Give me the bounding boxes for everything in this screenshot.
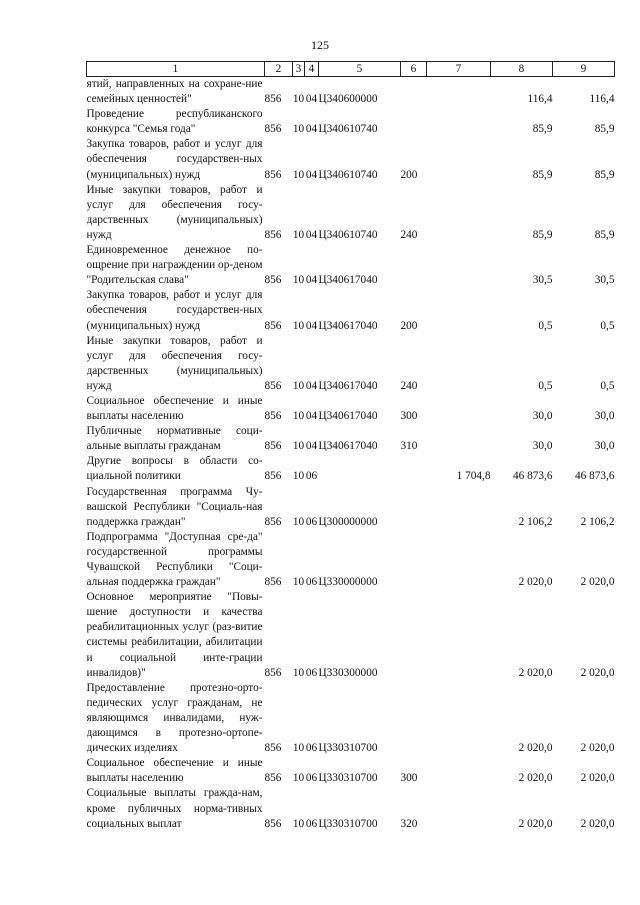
amount-col-8: 2 020,0 bbox=[518, 576, 553, 589]
amount-col-8: 46 873,6 bbox=[512, 470, 553, 483]
grbs-code: 856 bbox=[264, 93, 282, 106]
amount-col-9: 30,0 bbox=[594, 410, 615, 423]
amount-col-7 bbox=[427, 786, 491, 831]
grbs-code: 856 bbox=[264, 379, 282, 392]
row-description: Государственная программа Чу-вашской Республики "Социаль-ная поддержка граждан" bbox=[86, 485, 263, 528]
expense-type-code bbox=[401, 107, 427, 137]
row-description: Социальное обеспечение и иные выплаты населению bbox=[86, 394, 263, 423]
target-article-code: Ц340600000 bbox=[318, 93, 378, 106]
amount-col-8: 30,0 bbox=[532, 410, 553, 423]
row-description: Публичные нормативные соци-альные выплаты гражданам bbox=[86, 425, 263, 453]
column-header: 1 bbox=[87, 62, 265, 77]
column-header: 4 bbox=[305, 62, 319, 77]
subsection-code: 04 bbox=[305, 410, 318, 423]
row-description: Социальное обеспечение и иные выплаты населению bbox=[86, 757, 263, 785]
subsection-code: 06 bbox=[305, 515, 318, 528]
amount-col-7 bbox=[427, 288, 491, 333]
column-header: 7 bbox=[427, 62, 491, 77]
grbs-code: 856 bbox=[264, 772, 282, 785]
grbs-code: 856 bbox=[264, 274, 282, 287]
subsection-code: 04 bbox=[305, 274, 318, 287]
target-article-code bbox=[319, 454, 401, 484]
row-description: Предоставление протезно-орто-педических услуг гражданам, не являющимся инвалидами, нуж-дающимся в протезно-ортопе-дических изделиях bbox=[86, 681, 263, 755]
expense-type-code bbox=[401, 530, 427, 590]
expense-type-code: 300 bbox=[400, 772, 418, 785]
table-row bbox=[87, 590, 615, 681]
amount-col-7: 1 704,8 bbox=[456, 470, 491, 483]
row-description: Проведение республиканского конкурса "Семья года" bbox=[86, 108, 263, 136]
column-header: 8 bbox=[491, 62, 553, 77]
section-code: 10 bbox=[292, 576, 305, 589]
amount-col-7 bbox=[427, 485, 491, 530]
expense-type-code bbox=[401, 77, 427, 108]
target-article-code: Ц330310700 bbox=[318, 817, 378, 830]
target-article-code: Ц340617040 bbox=[318, 379, 378, 392]
target-article-code: Ц330000000 bbox=[318, 576, 378, 589]
expense-type-code bbox=[401, 485, 427, 530]
section-code: 10 bbox=[292, 123, 305, 136]
amount-col-8: 0,5 bbox=[538, 379, 553, 392]
amount-col-7 bbox=[427, 530, 491, 590]
grbs-code: 856 bbox=[264, 666, 282, 679]
section-code: 10 bbox=[292, 228, 305, 241]
grbs-code: 856 bbox=[264, 440, 282, 453]
amount-col-8: 0,5 bbox=[538, 319, 553, 332]
column-header: 2 bbox=[265, 62, 293, 77]
target-article-code: Ц340610740 bbox=[318, 123, 378, 136]
target-article-code: Ц340617040 bbox=[318, 440, 378, 453]
column-header: 9 bbox=[553, 62, 615, 77]
table-row bbox=[87, 183, 615, 243]
expense-type-code bbox=[401, 454, 427, 484]
expense-type-code: 240 bbox=[400, 379, 418, 392]
column-header: 6 bbox=[401, 62, 427, 77]
row-description: Социальные выплаты гражда-нам, кроме публичных норма-тивных социальных выплат bbox=[86, 787, 263, 830]
amount-col-9: 2 020,0 bbox=[580, 576, 615, 589]
section-code: 10 bbox=[292, 93, 305, 106]
table-row bbox=[87, 424, 615, 454]
amount-col-9: 2 020,0 bbox=[580, 666, 615, 679]
amount-col-8: 2 020,0 bbox=[518, 817, 553, 830]
section-code: 10 bbox=[292, 440, 305, 453]
amount-col-9: 85,9 bbox=[594, 123, 615, 136]
grbs-code: 856 bbox=[264, 168, 282, 181]
amount-col-9: 0,5 bbox=[600, 319, 615, 332]
table-row bbox=[87, 454, 615, 484]
target-article-code: Ц340610740 bbox=[318, 228, 378, 241]
subsection-code: 04 bbox=[305, 123, 318, 136]
table-row bbox=[87, 288, 615, 333]
amount-col-7 bbox=[427, 137, 491, 182]
table-row bbox=[87, 485, 615, 530]
target-article-code: Ц330310700 bbox=[318, 742, 378, 755]
expense-type-code: 200 bbox=[400, 319, 418, 332]
row-description: ятий, направленных на сохране-ние семейных ценностей" bbox=[86, 78, 263, 106]
amount-col-7 bbox=[427, 756, 491, 786]
column-header: 5 bbox=[319, 62, 401, 77]
subsection-code: 04 bbox=[305, 228, 318, 241]
grbs-code: 856 bbox=[264, 576, 282, 589]
amount-col-7 bbox=[427, 681, 491, 756]
table-row bbox=[87, 756, 615, 786]
grbs-code: 856 bbox=[264, 817, 282, 830]
row-description: Подпрограмма "Доступная сре-да" государственной программы Чувашской Республики "Соци-альная поддержка граждан" bbox=[86, 530, 263, 589]
table-row bbox=[87, 77, 615, 108]
target-article-code: Ц300000000 bbox=[318, 515, 378, 528]
table-row bbox=[87, 394, 615, 424]
target-article-code: Ц340617040 bbox=[318, 274, 378, 287]
expense-type-code: 240 bbox=[400, 228, 418, 241]
grbs-code: 856 bbox=[264, 742, 282, 755]
section-code: 10 bbox=[292, 772, 305, 785]
table-row bbox=[87, 334, 615, 394]
subsection-code: 06 bbox=[305, 666, 318, 679]
table-row bbox=[87, 137, 615, 182]
amount-col-7 bbox=[427, 590, 491, 681]
target-article-code: Ц330300000 bbox=[318, 666, 378, 679]
grbs-code: 856 bbox=[264, 410, 282, 423]
table-row bbox=[87, 786, 615, 831]
amount-col-9: 116,4 bbox=[589, 93, 615, 106]
target-article-code: Ц340610740 bbox=[318, 168, 378, 181]
grbs-code: 856 bbox=[264, 470, 282, 483]
subsection-code: 06 bbox=[305, 817, 318, 830]
subsection-code: 06 bbox=[305, 470, 318, 483]
subsection-code: 06 bbox=[305, 576, 318, 589]
page-number: 125 bbox=[311, 38, 329, 52]
table-row bbox=[87, 107, 615, 137]
amount-col-8: 30,0 bbox=[532, 440, 553, 453]
grbs-code: 856 bbox=[264, 123, 282, 136]
target-article-code: Ц340617040 bbox=[318, 319, 378, 332]
section-code: 10 bbox=[292, 168, 305, 181]
amount-col-9: 2 106,2 bbox=[580, 515, 615, 528]
row-description: Единовременное денежное по-ощрение при награждении ор-деном "Родительская слава" bbox=[86, 244, 263, 287]
amount-col-8: 85,9 bbox=[532, 228, 553, 241]
row-description: Основное мероприятие "Повы-шение доступности и качества реабилитационных услуг (раз-витие системы реабилитации, абилитации и социальной инте-грации инвалидов)" bbox=[86, 591, 263, 679]
row-description: Закупка товаров, работ и услуг для обеспечения государствен-ных (муниципальных) нужд bbox=[86, 289, 263, 332]
amount-col-8: 30,5 bbox=[532, 274, 553, 287]
amount-col-8: 2 106,2 bbox=[518, 515, 553, 528]
row-description: Другие вопросы в области со-циальной политики bbox=[86, 455, 263, 483]
section-code: 10 bbox=[292, 666, 305, 679]
target-article-code: Ц330310700 bbox=[318, 772, 378, 785]
section-code: 10 bbox=[292, 379, 305, 392]
amount-col-9: 30,5 bbox=[594, 274, 615, 287]
expense-type-code: 200 bbox=[400, 168, 418, 181]
subsection-code: 06 bbox=[305, 742, 318, 755]
amount-col-7 bbox=[427, 107, 491, 137]
expense-type-code bbox=[401, 243, 427, 288]
column-header: 3 bbox=[293, 62, 305, 77]
target-article-code: Ц340617040 bbox=[318, 410, 378, 423]
amount-col-8: 116,4 bbox=[527, 93, 553, 106]
budget-table bbox=[86, 61, 615, 832]
amount-col-8: 2 020,0 bbox=[518, 666, 553, 679]
subsection-code: 04 bbox=[305, 319, 318, 332]
amount-col-9: 85,9 bbox=[594, 228, 615, 241]
amount-col-7 bbox=[427, 334, 491, 394]
expense-type-code: 300 bbox=[400, 410, 418, 423]
section-code: 10 bbox=[292, 515, 305, 528]
expense-type-code bbox=[401, 590, 427, 681]
amount-col-9: 30,0 bbox=[594, 440, 615, 453]
expense-type-code: 320 bbox=[400, 817, 418, 830]
subsection-code: 04 bbox=[305, 379, 318, 392]
subsection-code: 04 bbox=[305, 168, 318, 181]
amount-col-8: 85,9 bbox=[532, 123, 553, 136]
table-header-row bbox=[87, 62, 615, 77]
amount-col-9: 46 873,6 bbox=[574, 470, 615, 483]
subsection-code: 06 bbox=[305, 772, 318, 785]
amount-col-9: 2 020,0 bbox=[580, 742, 615, 755]
section-code: 10 bbox=[292, 817, 305, 830]
amount-col-7 bbox=[427, 77, 491, 108]
grbs-code: 856 bbox=[264, 515, 282, 528]
amount-col-8: 85,9 bbox=[532, 168, 553, 181]
table-row bbox=[87, 530, 615, 590]
row-description: Закупка товаров, работ и услуг для обеспечения государствен-ных (муниципальных) нужд bbox=[86, 138, 263, 181]
amount-col-9: 85,9 bbox=[594, 168, 615, 181]
amount-col-7 bbox=[427, 424, 491, 454]
section-code: 10 bbox=[292, 470, 305, 483]
table-row bbox=[87, 681, 615, 756]
section-code: 10 bbox=[292, 319, 305, 332]
amount-col-9: 2 020,0 bbox=[580, 772, 615, 785]
subsection-code: 04 bbox=[305, 440, 318, 453]
expense-type-code bbox=[401, 681, 427, 756]
section-code: 10 bbox=[292, 274, 305, 287]
subsection-code: 04 bbox=[305, 93, 318, 106]
amount-col-9: 2 020,0 bbox=[580, 817, 615, 830]
table-row bbox=[87, 243, 615, 288]
grbs-code: 856 bbox=[264, 319, 282, 332]
amount-col-7 bbox=[427, 183, 491, 243]
expense-type-code: 310 bbox=[400, 440, 418, 453]
row-description: Иные закупки товаров, работ и услуг для обеспечения госу-дарственных (муниципальных) нужд bbox=[86, 183, 263, 241]
amount-col-8: 2 020,0 bbox=[518, 772, 553, 785]
amount-col-7 bbox=[427, 394, 491, 424]
amount-col-8: 2 020,0 bbox=[518, 742, 553, 755]
amount-col-7 bbox=[427, 243, 491, 288]
row-description: Иные закупки товаров, работ и услуг для обеспечения госу-дарственных (муниципальных) нужд bbox=[86, 334, 263, 392]
amount-col-9: 0,5 bbox=[600, 379, 615, 392]
section-code: 10 bbox=[292, 742, 305, 755]
section-code: 10 bbox=[292, 410, 305, 423]
grbs-code: 856 bbox=[264, 228, 282, 241]
